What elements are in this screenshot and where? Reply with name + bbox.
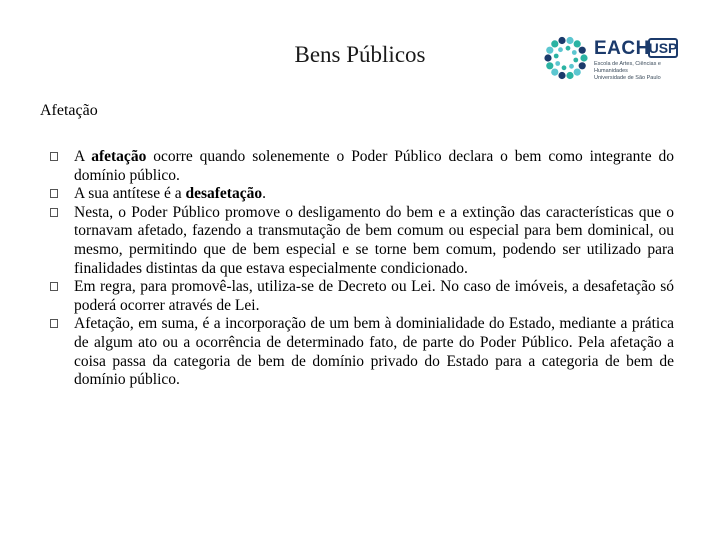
emblem-dot (580, 54, 587, 61)
bullet-text: A (74, 148, 92, 165)
emblem-dot (574, 69, 581, 76)
logo-emblem-icon (544, 30, 590, 86)
emblem-dot (551, 69, 558, 76)
emblem-dot (551, 40, 558, 47)
bullet-text: Nesta, o Poder Público promove o desligamento do bem e a extinção das características que o tornavam afetado, fazendo a transmutação de bem comum ou especial para bem dominical, ou mesmo, permitindo que de bem especial e se torne bem comum, podendo ser utilizado para finalidades distintas da que estava especialmente condicionado. (74, 203, 674, 277)
slide-title: Bens Públicos (294, 42, 426, 67)
emblem-dot (554, 54, 559, 59)
logo-subtitle-line2: Universidade de São Paulo (594, 75, 661, 81)
emblem-dot (566, 46, 571, 51)
logo-subtitle-line1: Escola de Artes, Ciências e Humanidades (594, 61, 661, 74)
bullet-text: . (262, 185, 266, 203)
emblem-dot (558, 47, 563, 52)
emblem-dot (558, 37, 565, 44)
list-item (50, 315, 674, 389)
bullet-box-icon (50, 282, 58, 291)
bold-term: desafetação (185, 185, 263, 203)
bullet-box-icon (50, 208, 58, 217)
bullet-text: Em regra, para promovê-las, utiliza-se de Decreto ou Lei. No caso de imóveis, a desafetação só poderá ocorrer através de Lei. (74, 278, 674, 314)
each-usp-logo (544, 30, 694, 86)
bullet-text: A sua antítese é a (74, 185, 186, 203)
bullet-text: Afetação, em suma, é a incorporação de um bem à dominialidade do Estado, mediante a prática de algum ato ou a ocorrência de determinado fato, de parte do Poder Público. Pela afetação a coisa passa da categoria de bem de domínio privado do Estado para a categoria de bem de domínio público. (74, 315, 674, 389)
bullet-list (50, 148, 674, 390)
emblem-dot (544, 54, 551, 61)
emblem-dot (546, 47, 553, 54)
logo-usp-badge: USP (648, 40, 678, 56)
list-item (50, 148, 674, 185)
bullet-box-icon (50, 189, 58, 198)
list-item (50, 278, 674, 315)
list-item (50, 185, 674, 204)
emblem-dot (569, 64, 574, 69)
emblem-dot (579, 62, 586, 69)
emblem-dot (573, 58, 578, 63)
section-heading: Afetação (40, 102, 98, 119)
bullet-box-icon (50, 152, 58, 161)
emblem-dot (562, 65, 567, 70)
emblem-dot (579, 47, 586, 54)
list-item (50, 204, 674, 278)
emblem-dot (566, 72, 573, 79)
logo-wordmark: EACH (594, 38, 650, 59)
logo-subtitle (594, 61, 694, 82)
bullet-box-icon (50, 319, 58, 328)
emblem-dot (574, 40, 581, 47)
emblem-dot (555, 61, 560, 66)
bullet-text: ocorre quando solenemente o Poder Público declara o bem como integrante do domínio público. (74, 148, 674, 184)
emblem-dot (572, 50, 577, 55)
bold-term: afetação (91, 148, 147, 165)
emblem-dot (546, 62, 553, 69)
emblem-dot (558, 72, 565, 79)
emblem-dot (566, 37, 573, 44)
